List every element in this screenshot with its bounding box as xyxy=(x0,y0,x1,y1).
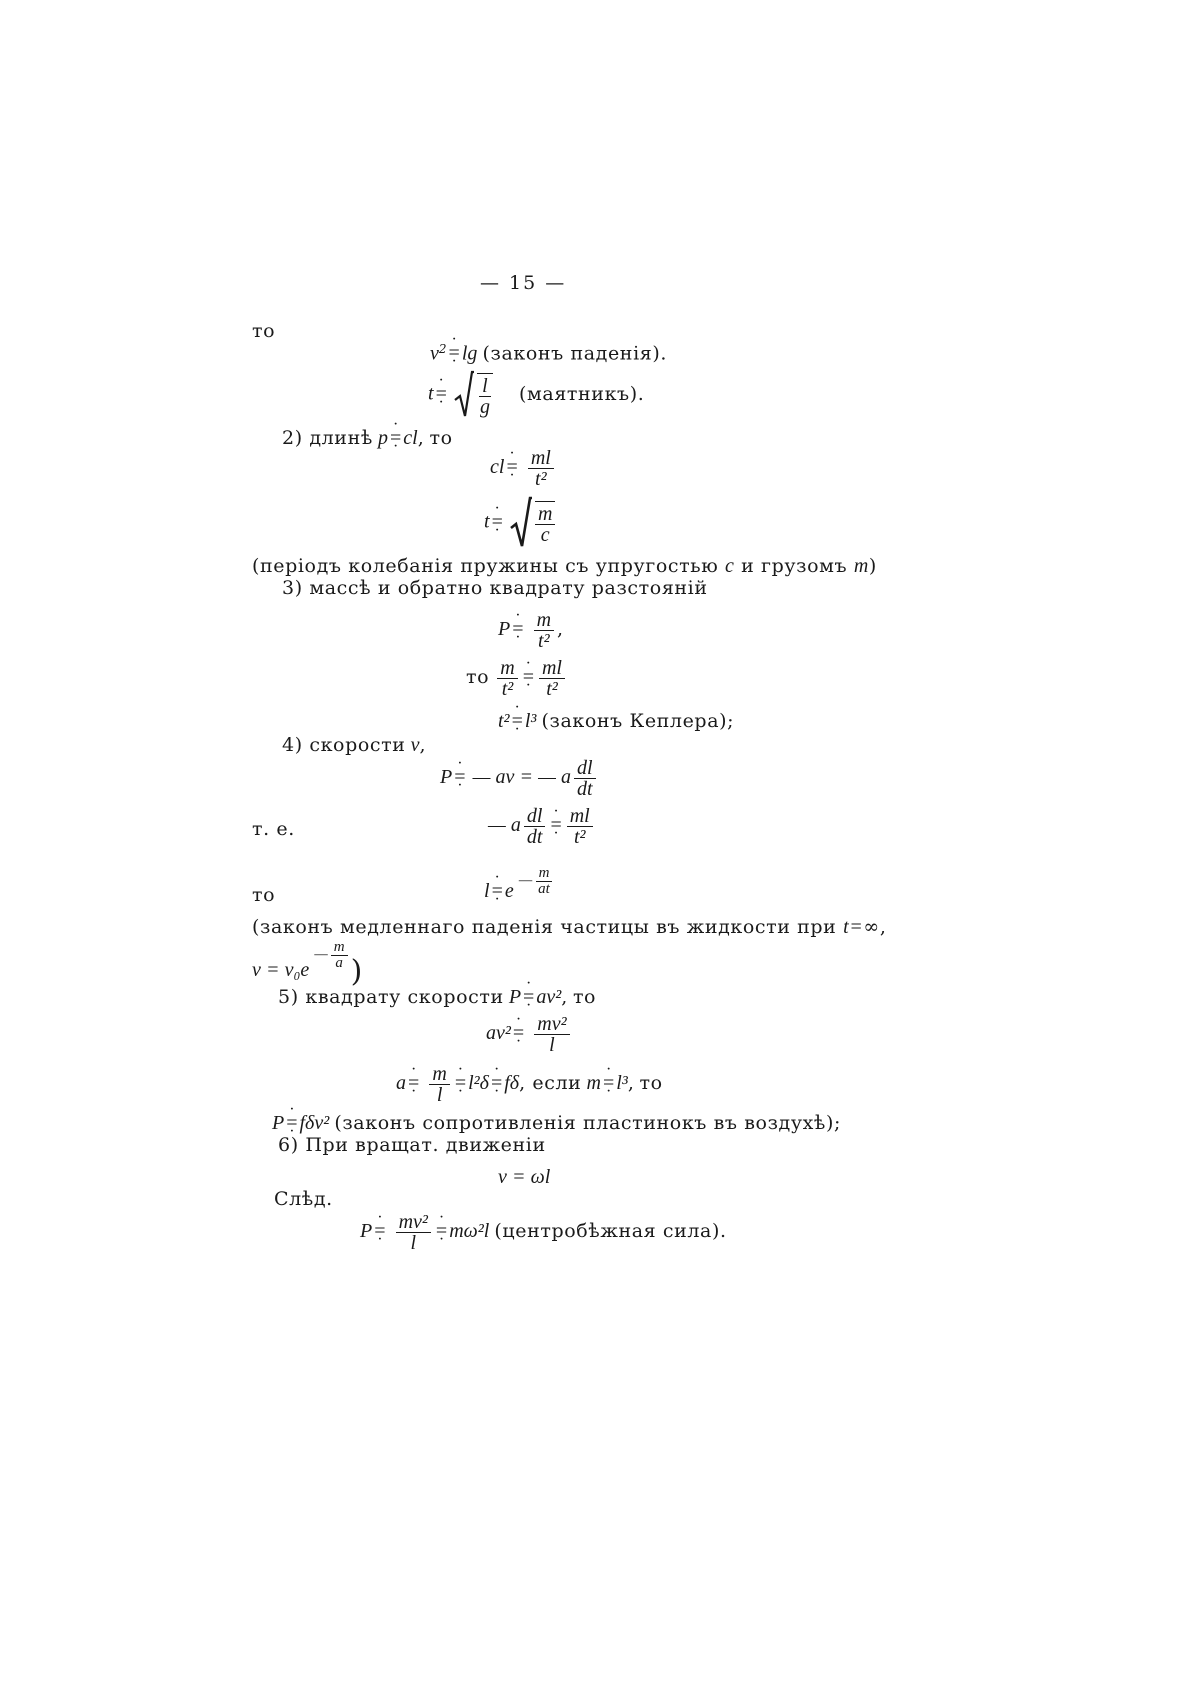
item-5-line: 5) квадрату скорости P· = · av², то xyxy=(278,986,596,1009)
eq-pendulum: t· = · $\frac{l}{g}$ (маятникъ). xyxy=(428,370,644,420)
eq-law-of-fall: $v^2\cdot$ = · lg (законъ паденія). xyxy=(430,342,667,365)
eq-exponential-decay: l· = · e — $\frac{m}{at}$ xyxy=(484,880,556,911)
page-number: — 15 — xyxy=(480,272,567,294)
eq-drag-linear: P· = · — av = — a $\frac{dl}{dt}$ xyxy=(440,758,599,799)
radical-sign: $\frac{l}{g}$ xyxy=(454,370,496,420)
item-3-line: 3) массѣ и обратно квадрату разстояній xyxy=(282,577,708,599)
radical-sign: $\frac{m}{c}$ xyxy=(510,496,558,550)
eq-av2: av²· = · $\frac{\text{mv²}}{l}$ xyxy=(486,1014,573,1055)
eq-coefficient: a· = · $\frac{m}{l}$ · = · l²δ· = · fδ, если m· = · l³, то xyxy=(396,1064,663,1105)
eq-plate-resistance: P· = · fδv² (законъ сопротивленія пластинокъ въ воздухѣ); xyxy=(272,1112,841,1135)
eq-terminal-velocity: v = v₀e — $\frac{m}{a}$ ) xyxy=(252,939,363,989)
slow-fall-caption: (законъ медленнаго паденія частицы въ жидкости при t=∞, xyxy=(252,916,887,938)
eq-rotation-velocity: v = ωl xyxy=(498,1166,551,1188)
eq-kepler-derivation: то $\frac{m}{\text{t²}}$ · = · $\frac{ml}{\text{t²}}$ xyxy=(466,658,568,699)
word-ie: т. е. xyxy=(252,818,295,840)
eq-cl: cl· = · $\frac{ml}{\text{t²}}$ xyxy=(490,448,557,489)
eq-force-mass: P· = · $\frac{m}{\text{t²}}$ , xyxy=(498,610,564,651)
word-to-2: то xyxy=(252,884,276,906)
eq-centrifugal: P· = · $\frac{\text{mv²}}{l}$ · = · mω²l (центробѣжная сила). xyxy=(360,1212,727,1253)
spring-caption: (періодъ колебанія пружины съ упругостью c и грузомъ m) xyxy=(252,555,877,577)
eq-spring-period: t· = · $\frac{m}{c}$ xyxy=(484,496,558,550)
eq-kepler: t²· = · l³ (законъ Кеплера); xyxy=(498,710,734,733)
item-4-line: 4) скорости v, xyxy=(282,734,427,756)
item-2-line: 2) длинѣ p· = · cl, то xyxy=(282,427,453,450)
item-6-line: 6) При вращат. движеніи xyxy=(278,1134,546,1156)
eq-drag-differential: — a $\frac{dl}{dt}$ · = · $\frac{ml}{\text{t²}}$ xyxy=(488,806,596,847)
word-to-1: то xyxy=(252,320,276,342)
word-sled: Слѣд. xyxy=(274,1188,333,1210)
